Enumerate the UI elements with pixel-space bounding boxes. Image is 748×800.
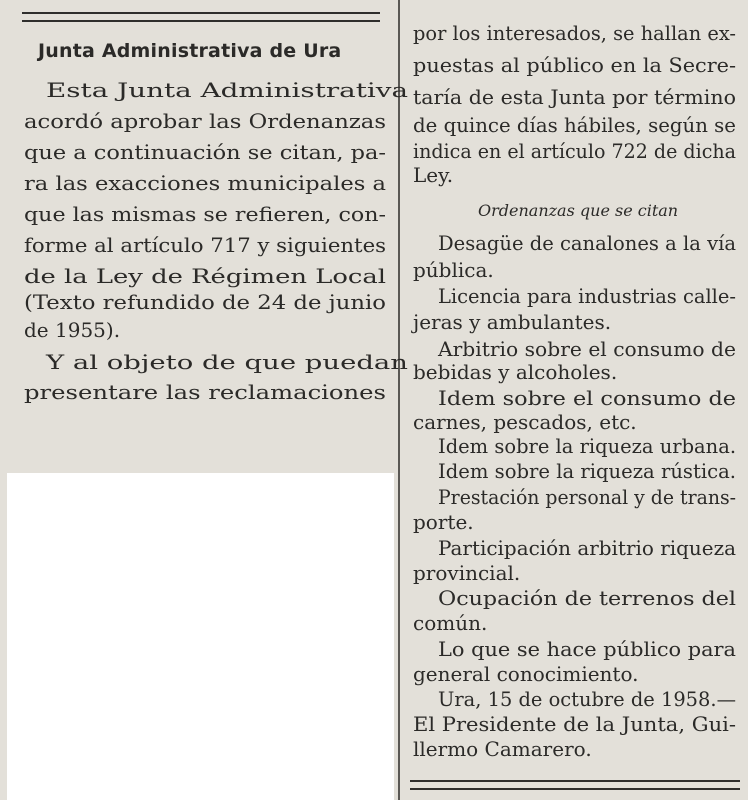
left-line: que a continuación se citan, pa- [24,140,386,164]
list-line: llermo Camarero. [413,737,592,761]
list-line: Prestación personal y de trans- [438,485,737,509]
list-line: Idem sobre la riqueza rústica. [438,459,736,483]
list-line: provincial. [413,561,521,585]
left-line: ra las exacciones municipales a [24,171,386,195]
list-line: común. [413,611,488,635]
right-line: de quince días hábiles, según se [413,113,736,137]
top-double-rule-left [22,12,380,22]
list-line: Lo que se hace público para [438,637,737,661]
list-line: Idem sobre la riqueza urbana. [438,434,737,458]
left-line: Y al objeto de que puedan [46,350,409,374]
column-divider [398,0,400,800]
right-line: puestas al público en la Secre- [413,53,737,77]
list-line: Participación arbitrio riqueza [438,536,736,560]
blank-region [7,473,394,800]
bottom-double-rule-right [410,780,740,790]
list-line: Ocupación de terrenos del [438,586,737,610]
left-line: acordó aprobar las Ordenanzas [24,109,387,133]
right-line: indica en el artículo 722 de dicha [413,139,737,163]
left-line: (Texto refundido de 24 de junio [24,290,386,314]
right-line: por los interesados, se hallan ex- [413,21,736,45]
list-line: Idem sobre el consumo de [438,386,736,410]
list-line: porte. [413,510,474,534]
left-line: de la Ley de Régimen Local [24,264,386,288]
left-line: presentare las reclamaciones [24,380,387,404]
list-line: El Presidente de la Junta, Gui- [413,712,736,736]
list-line: carnes, pescados, etc. [413,410,637,434]
list-line: Ura, 15 de octubre de 1958.— [438,687,736,711]
left-line: forme al artículo 717 y siguientes [24,233,387,257]
right-line: taría de esta Junta por término [413,85,737,109]
list-line: general conocimiento. [413,662,639,686]
list-line: bebidas y alcoholes. [413,360,618,384]
left-line: que las mismas se refieren, con- [24,202,386,226]
article-heading: Junta Administrativa de Ura [38,40,342,62]
list-line: Licencia para industrias calle- [438,284,736,308]
left-line: de 1955). [24,318,121,342]
right-line: Ley. [413,163,454,187]
left-line: Esta Junta Administrativa [46,78,409,102]
list-line: jeras y ambulantes. [413,310,612,334]
list-line: Desagüe de canalones a la vía [438,231,736,255]
ordinances-subheading: Ordenanzas que se citan [478,201,679,220]
list-line: Arbitrio sobre el consumo de [438,337,737,361]
list-line: pública. [413,258,494,282]
